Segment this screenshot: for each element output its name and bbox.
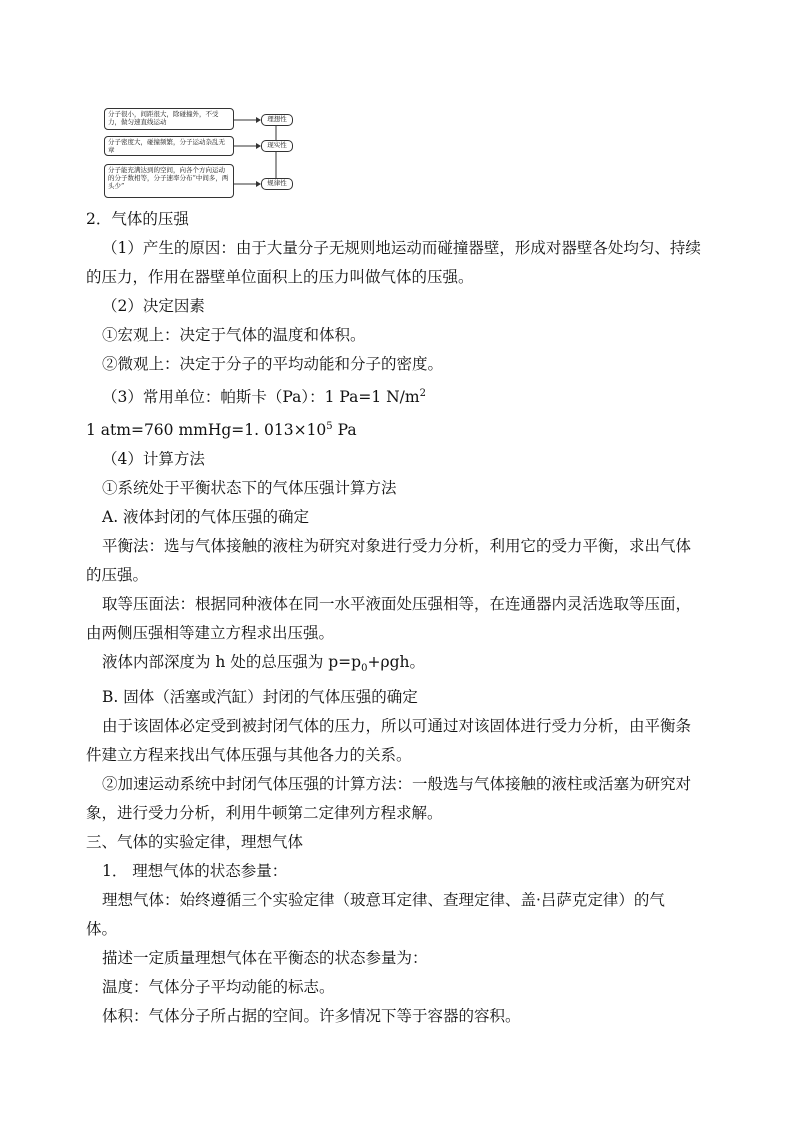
diagram-box-real: 分子密度大，碰撞频繁，分子运动杂乱无章 (104, 136, 234, 156)
atm-exponent: 5 (326, 421, 333, 433)
atm-unit: Pa (332, 421, 357, 440)
kinetic-theory-diagram (104, 106, 312, 198)
para-solid-analysis-cont: 件建立方程来找出气体压强与其他各力的关系。 (86, 746, 412, 765)
depth-subscript: 0 (361, 663, 368, 675)
heading-experimental-laws: 三、气体的实验定律，理想气体 (86, 833, 304, 852)
para-state-description: 描述一定质量理想气体在平衡态的状态参量为： (102, 949, 428, 968)
para-depth-pressure (86, 648, 716, 683)
diagram-tag-law: 规律性 (261, 178, 293, 190)
depth-formula: +ρgh。 (367, 653, 425, 672)
subheading-state-params: 1． 理想气体的状态参量： (102, 862, 288, 881)
para-solid-analysis: 由于该固体必定受到被封闭气体的压力，所以可通过对该固体进行受力分析，由平衡条 (102, 717, 692, 736)
para-atm (86, 412, 716, 445)
depth-text: 液体内部深度为 h 处的总压强为 p=p (102, 653, 362, 672)
para-balance-method-cont: 的压强。 (86, 566, 149, 585)
diagram-tag-real: 现实性 (261, 140, 293, 152)
para-balance-method: 平衡法：选与气体接触的液柱为研究对象进行受力分析，利用它的受力平衡，求出气体 (102, 537, 692, 556)
para-micro: ②微观上：决定于分子的平均动能和分子的密度。 (102, 355, 444, 373)
para-volume: 体积：气体分子所占据的空间。许多情况下等于容器的容积。 (102, 1007, 521, 1026)
para-units (86, 379, 716, 412)
para-isobaric-method-cont: 由两侧压强相等建立方程求出压强。 (86, 624, 335, 643)
para-isobaric-method: 取等压面法：根据同种液体在同一水平液面处压强相等，在连通器内灵活选取等压面， (102, 595, 692, 614)
subheading-factors: （2）决定因素 (102, 297, 205, 315)
para-cause-cont: 的压力，作用在器壁单位面积上的压力叫做气体的压强。 (86, 268, 474, 286)
units-text: （3）常用单位：帕斯卡（Pa）：1 Pa=1 N/m (102, 388, 420, 407)
diagram-box-ideal: 分子很小，间距很大，除碰撞外，不受力，做匀速直线运动 (104, 108, 234, 130)
subheading-method: （4）计算方法 (102, 450, 205, 469)
para-cause: （1）产生的原因：由于大量分子无规则地运动而碰撞器壁，形成对器壁各处均匀、持续 (102, 239, 701, 257)
para-accelerating-cont: 象，进行受力分析，利用牛顿第二定律列方程求解。 (86, 804, 443, 823)
units-exponent: 2 (419, 388, 426, 399)
body-text (86, 205, 716, 1031)
atm-text: 1 atm=760 mmHg=1. 013×10 (86, 421, 327, 440)
para-ideal-gas: 理想气体：始终遵循三个实验定律（玻意耳定律、查理定律、盖·吕萨克定律）的气 (102, 891, 665, 910)
para-liquid-sealed: A. 液体封闭的气体压强的确定 (102, 508, 310, 527)
diagram-box-law: 分子能充满达到的空间，向各个方向运动的分子数相等，分子速率分布“中间多，两头少” (104, 164, 234, 198)
para-ideal-gas-cont: 体。 (86, 920, 118, 939)
para-equilibrium: ①系统处于平衡状态下的气体压强计算方法 (102, 479, 397, 498)
para-macro: ①宏观上：决定于气体的温度和体积。 (102, 326, 366, 344)
para-temperature: 温度：气体分子平均动能的标志。 (102, 978, 335, 997)
para-accelerating: ②加速运动系统中封闭气体压强的计算方法：一般选与气体接触的液柱或活塞为研究对 (102, 775, 692, 794)
diagram-tag-ideal: 理想性 (261, 114, 293, 126)
para-solid-sealed: B. 固体（活塞或汽缸）封闭的气体压强的确定 (102, 688, 418, 707)
heading-gas-pressure: 2．气体的压强 (86, 210, 189, 228)
